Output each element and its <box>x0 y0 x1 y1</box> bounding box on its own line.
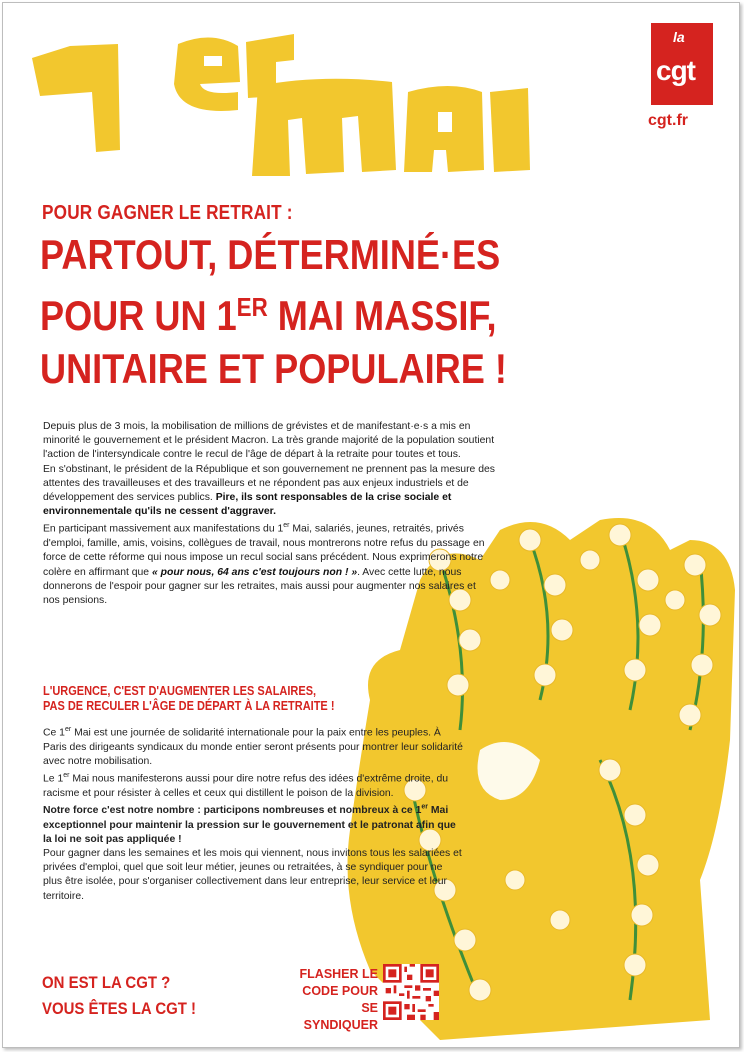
paragraph-6 <box>43 801 463 847</box>
title-line-2-sup: ER <box>236 292 268 322</box>
paragraph-2 <box>43 463 495 520</box>
paragraph-6-sup: er <box>421 803 428 811</box>
paragraph-7: Pour gagner dans les semaines et les mois qui viennent, nous invitons tous les salariées et privées d'emploi, quel que soit leur métier, jeunes ou retraitées, à se syndiquer pour ne plus être isolée, pour s'organiser collectivement dans leur entreprise, leur service et leur territoire. <box>43 848 462 902</box>
paragraph-5-a: Le 1 <box>43 773 64 785</box>
subheading <box>43 684 334 714</box>
letter-i-shape <box>490 88 530 172</box>
paragraph-3-sup: er <box>283 522 290 530</box>
logo-la-text: la <box>673 29 685 45</box>
paragraph-6-b: Mai exceptionnel pour maintenir la pression sur le gouvernement et le patronat afin que la loi ne soit pas appliquée ! <box>43 805 456 845</box>
paragraph-1: Depuis plus de 3 mois, la mobilisation de millions de grévistes et de manifestant·e·s a mis en minorité le gouvernement et le président Macron. La très grande majorité de la population soutient l'action de l'intersyndicale contre le recul de l'âge de départ à la retraite pour toutes et tous. <box>43 421 495 461</box>
title-line-2-a: POUR UN 1 <box>40 292 237 339</box>
letter-e-hole <box>204 56 222 66</box>
qr-code-icon[interactable] <box>383 964 439 1020</box>
qr-caption <box>298 966 378 1034</box>
paragraph-5-sup: er <box>63 772 70 780</box>
qr-caption-line-3: SE SYNDIQUER <box>303 1001 378 1032</box>
paragraph-6-a: Notre force c'est notre nombre : participons nombreuses et nombreux à ce 1 <box>43 805 422 817</box>
paragraph-3-quote: « pour nous, 64 ans c'est toujours non ! » <box>151 566 358 578</box>
cgt-logo[interactable] <box>651 23 713 105</box>
footer-slogan-line-1: ON EST LA CGT ? <box>42 973 171 992</box>
paragraph-3-c: . Avec cette lutte, nous donnerons de l'espoir pour gagner sur les retraites, mais aussi pour augmenter nos salaires et nos pensions. <box>43 566 476 606</box>
qr-caption-line-1: FLASHER LE <box>299 967 378 981</box>
kicker-heading: POUR GAGNER LE RETRAIT : <box>42 202 293 224</box>
logo-url[interactable]: cgt.fr <box>648 112 688 129</box>
body-text <box>43 420 495 608</box>
title-line-2 <box>40 281 507 342</box>
body-text-2 <box>43 723 463 904</box>
paragraph-2-bold: Pire, ils sont responsables de la crise sociale et environnementale qu'ils ne cessent d'aggraver. <box>43 492 452 518</box>
numeral-one-shape <box>32 44 120 152</box>
letter-a-hole <box>438 112 452 132</box>
subheading-line-1: L'URGENCE, C'EST D'AUGMENTER LES SALAIRES, <box>43 684 317 698</box>
title-line-1: PARTOUT, DÉTERMINÉ·ES <box>40 231 501 278</box>
logo-cgt-text: cgt <box>656 55 695 86</box>
paragraph-4-sup: er <box>64 726 72 733</box>
title-line-3: UNITAIRE ET POPULAIRE ! <box>40 345 507 392</box>
paragraph-4 <box>43 723 463 769</box>
title-line-2-b: MAI MASSIF, <box>267 292 497 339</box>
paragraph-2-text: En s'obstinant, le président de la République et son gouvernement ne prennent pas la mesure des attentes des travailleuses et des travailleurs et ne répondent pas aux enjeux industriels et de développement des services publics. <box>43 463 495 504</box>
paragraph-3-b: Mai, salariés, jeunes, retraités, privés d'emploi, famille, amis, voisins, collègues de travail, nous montrerons notre refus du passage en force de cette réforme qui nous impose un recul social sans précédent. Nous exprimerons notre colère en affirmant que <box>43 523 485 578</box>
paragraph-4-b: Mai est une journée de solidarité internationale pour la paix entre les peuples. À Paris des dirigeants syndicaux du monde entier seront présents pour montrer leur solidarité avec notre mobilisation. <box>43 727 463 767</box>
qr-caption-line-2: CODE POUR <box>302 984 378 998</box>
paragraph-4-a: Ce 1 <box>43 727 65 739</box>
main-title <box>40 228 507 395</box>
paragraph-3-a: En participant massivement aux manifestations du 1 <box>43 523 284 535</box>
headline-1er-mai <box>0 0 640 180</box>
subheading-line-2: PAS DE RECULER L'ÂGE DE DÉPART À LA RETRAITE ! <box>43 699 335 713</box>
paragraph-5-b: Mai nous manifesterons aussi pour dire notre refus des idées d'extrême droite, du racisme et pour résister à celles et ceux qui distillent le poison de la division. <box>43 773 449 799</box>
footer-slogan-line-2: VOUS ÊTES LA CGT ! <box>42 999 197 1018</box>
paragraph-3 <box>43 519 495 608</box>
paragraph-5 <box>43 769 463 801</box>
footer-slogan <box>42 970 196 1022</box>
